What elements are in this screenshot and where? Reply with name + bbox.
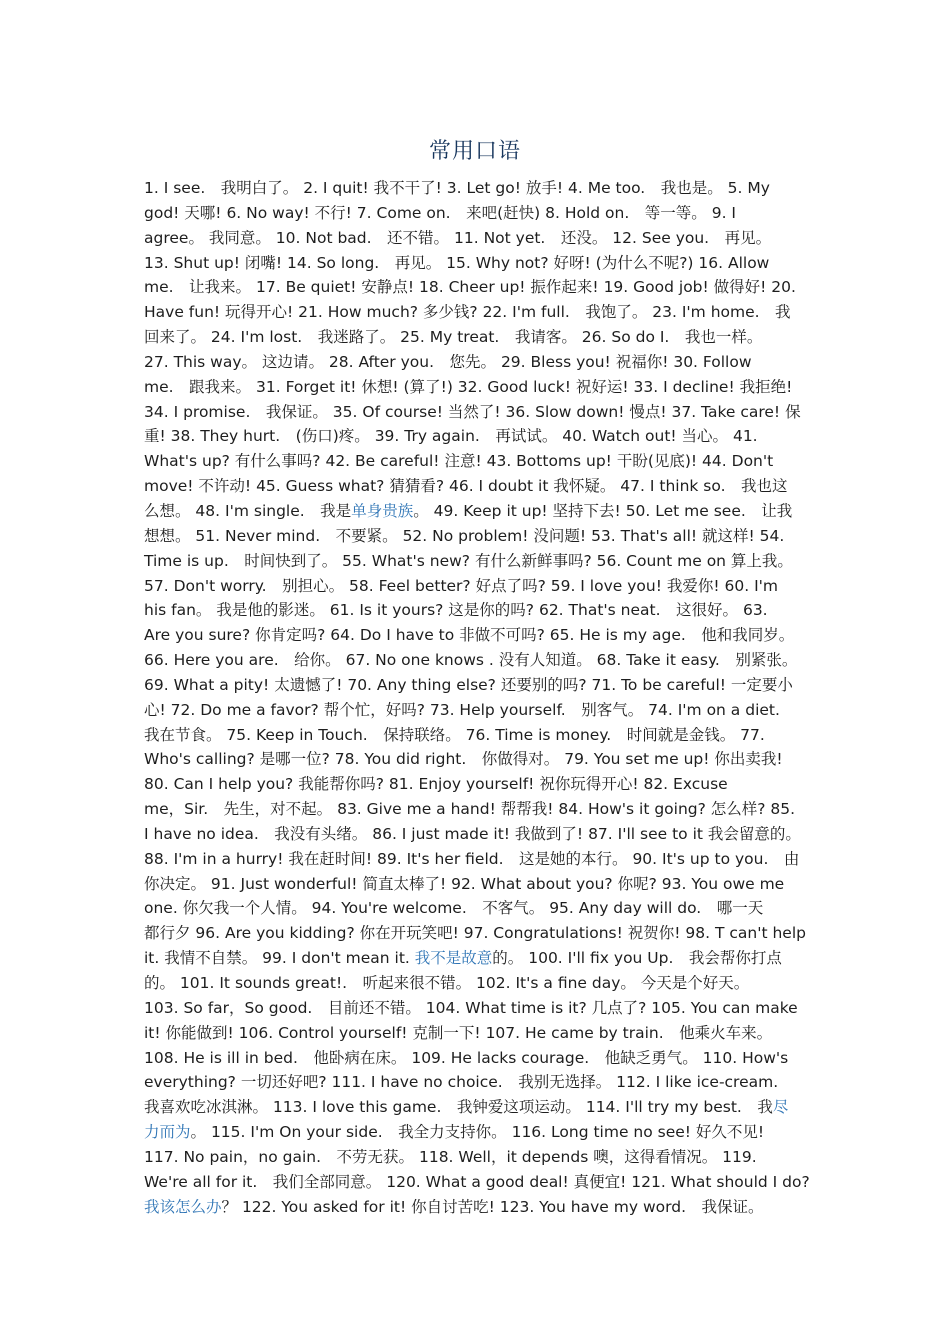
text-segment: 重! 38. They hurt. (伤口)疼。 39. Try again. 再试试。 40. Watch out! 当心。 41.	[144, 427, 758, 446]
text-line	[144, 325, 816, 350]
text-line	[144, 872, 816, 897]
text-line	[144, 275, 816, 300]
text-segment: 66. Here you are. 给你。 67. No one knows . 没有人知道。 68. Take it easy. 别紧张。	[144, 651, 798, 670]
text-segment: 回来了。 24. I'm lost. 我迷路了。 25. My treat. 我请客。 26. So do I. 我也一样。	[144, 328, 763, 347]
text-segment: move! 不许动! 45. Guess what? 猜猜看? 46. I doubt it 我怀疑。 47. I think so. 我也这	[144, 477, 788, 496]
text-line	[144, 971, 816, 996]
text-segment: 88. I'm in a hurry! 我在赶时间! 89. It's her field. 这是她的本行。 90. It's up to you. 由	[144, 849, 800, 868]
text-line	[144, 772, 816, 797]
text-line	[144, 424, 816, 449]
inline-link[interactable]: 我该怎么办	[144, 1197, 222, 1216]
text-segment: 103. So far，So good. 目前还不错。 104. What time is it? 几点了? 105. You can make	[144, 998, 798, 1017]
text-line	[144, 698, 816, 723]
text-segment: it. 我情不自禁。 99. I don't mean it.	[144, 949, 415, 968]
text-segment: one. 你欠我一个人情。 94. You're welcome. 不客气。 95. Any day will do. 哪一天	[144, 899, 764, 918]
text-segment: me. 让我来。 17. Be quiet! 安静点! 18. Cheer up! 振作起来! 19. Good job! 做得好! 20.	[144, 278, 796, 297]
inline-link[interactable]: 我不是故意	[414, 949, 493, 968]
text-line	[144, 598, 816, 623]
text-segment: god! 天哪! 6. No way! 不行! 7. Come on. 来吧(赶快) 8. Hold on. 等一等。 9. I	[144, 203, 737, 222]
text-segment: Time is up. 时间快到了。 55. What's new? 有什么新鲜事吗? 56. Count me on 算上我。	[144, 551, 793, 570]
text-segment: 我喜欢吃冰淇淋。 113. I love this game. 我钟爱这项运动。 114. I'll try my best. 我	[144, 1098, 773, 1117]
text-line	[144, 499, 816, 524]
text-line	[144, 1095, 816, 1120]
text-line	[144, 251, 816, 276]
text-line	[144, 996, 816, 1021]
text-line	[144, 1170, 816, 1195]
text-segment: 心! 72. Do me a favor? 帮个忙，好吗? 73. Help yourself. 别客气。 74. I'm on a diet.	[144, 700, 780, 719]
text-segment: Have fun! 玩得开心! 21. How much? 多少钱? 22. I'm full. 我饱了。 23. I'm home. 我	[144, 303, 791, 322]
text-segment: 。 49. Keep it up! 坚持下去! 50. Let me see. 让我	[413, 501, 793, 520]
text-line	[144, 449, 816, 474]
text-segment: 我在节食。 75. Keep in Touch. 保持联络。 76. Time is money. 时间就是金钱。 77.	[144, 725, 765, 744]
text-segment: 。 115. I'm On your side. 我全力支持你。 116. Long time no see! 好久不见!	[190, 1123, 765, 1142]
text-line	[144, 1021, 816, 1046]
text-segment: 的。 100. I'll fix you Up. 我会帮你打点	[492, 949, 782, 968]
text-segment: 117. No pain，no gain. 不劳无获。 118. Well，it depends 噢，这得看情况。 119.	[144, 1147, 757, 1166]
text-segment: agree。 我同意。 10. Not bad. 还不错。 11. Not yet. 还没。 12. See you. 再见。	[144, 228, 772, 247]
text-line	[144, 201, 816, 226]
text-line	[144, 896, 816, 921]
inline-link[interactable]: 单身贵族	[351, 501, 414, 520]
text-line	[144, 1070, 816, 1095]
text-segment: me. 跟我来。 31. Forget it! 休想! (算了!) 32. Good luck! 祝好运! 33. I decline! 我拒绝!	[144, 377, 793, 396]
text-line	[144, 549, 816, 574]
text-line	[144, 921, 816, 946]
text-segment: his fan。 我是他的影迷。 61. Is it yours? 这是你的吗? 62. That's neat. 这很好。 63.	[144, 601, 768, 620]
phrase-list	[144, 176, 816, 1219]
page-title: 常用口语	[428, 139, 521, 164]
text-line	[144, 623, 816, 648]
text-segment: 108. He is ill in bed. 他卧病在床。 109. He lacks courage. 他缺乏勇气。 110. How's	[144, 1048, 789, 1067]
text-segment: ？ 122. You asked for it! 你自讨苦吃! 123. You have my word. 我保证。	[221, 1197, 764, 1216]
text-line	[144, 847, 816, 872]
text-segment: 的。 101. It sounds great!. 听起来很不错。 102. It's a fine day。 今天是个好天。	[144, 974, 750, 992]
text-segment: 都行夕 96. Are you kidding? 你在开玩笑吧! 97. Congratulations! 祝贺你! 98. T can't help	[144, 924, 806, 943]
text-segment: 1. I see. 我明白了。 2. I quit! 我不干了! 3. Let go! 放手! 4. Me too. 我也是。 5. My	[144, 179, 770, 197]
text-segment: everything? 一切还好吧? 111. I have no choice. 我别无选择。 112. I like ice-cream.	[144, 1073, 779, 1092]
text-line	[144, 574, 816, 599]
text-segment: Are you sure? 你肯定吗? 64. Do I have to 非做不可吗? 65. He is my age. 他和我同岁。	[144, 626, 795, 645]
text-line	[144, 1195, 816, 1220]
text-segment: me，Sir. 先生，对不起。 83. Give me a hand! 帮帮我! 84. How's it going? 怎么样? 85.	[144, 800, 796, 819]
text-segment: 么想。 48. I'm single. 我是	[144, 501, 352, 520]
text-segment: 57. Don't worry. 别担心。 58. Feel better? 好点了吗? 59. I love you! 我爱你! 60. I'm	[144, 576, 779, 595]
text-line	[144, 350, 816, 375]
text-segment: it! 你能做到! 106. Control yourself! 克制一下! 107. He came by train. 他乘火车来。	[144, 1023, 773, 1042]
text-line	[144, 1145, 816, 1170]
text-line	[144, 226, 816, 251]
text-segment: 13. Shut up! 闭嘴! 14. So long. 再见。 15. Why not? 好呀! (为什么不呢?) 16. Allow	[144, 253, 770, 272]
text-line	[144, 300, 816, 325]
text-line	[144, 400, 816, 425]
inline-link[interactable]: 力而为	[144, 1123, 191, 1142]
text-segment: Who's calling? 是哪一位? 78. You did right. 你做得对。 79. You set me up! 你出卖我!	[144, 750, 783, 769]
text-line	[144, 723, 816, 748]
text-line	[144, 375, 816, 400]
text-line	[144, 673, 816, 698]
text-line	[144, 747, 816, 772]
text-line	[144, 946, 816, 971]
text-line	[144, 797, 816, 822]
text-segment: 34. I promise. 我保证。 35. Of course! 当然了! 36. Slow down! 慢点! 37. Take care! 保	[144, 402, 801, 421]
text-line	[144, 822, 816, 847]
text-line	[144, 1046, 816, 1071]
text-line	[144, 176, 816, 201]
text-segment: 69. What a pity! 太遗憾了! 70. Any thing else? 还要别的吗? 71. To be careful! 一定要小	[144, 675, 793, 694]
text-segment: What's up? 有什么事吗? 42. Be careful! 注意! 43. Bottoms up! 干盼(见底)! 44. Don't	[144, 452, 774, 471]
text-line	[144, 474, 816, 499]
text-line	[144, 1120, 816, 1145]
inline-link[interactable]: 尽	[772, 1098, 789, 1117]
text-segment: 你决定。 91. Just wonderful! 简直太棒了! 92. What about you? 你呢? 93. You owe me	[144, 874, 785, 893]
text-segment: 27. This way。 这边请。 28. After you. 您先。 29. Bless you! 祝福你! 30. Follow	[144, 352, 752, 371]
text-line	[144, 524, 816, 549]
text-segment: I have no idea. 我没有头绪。 86. I just made it! 我做到了! 87. I'll see to it 我会留意的。	[144, 824, 801, 843]
text-line	[144, 648, 816, 673]
text-segment: 80. Can I help you? 我能帮你吗? 81. Enjoy yourself! 祝你玩得开心! 82. Excuse	[144, 775, 728, 794]
text-segment: We're all for it. 我们全部同意。 120. What a good deal! 真便宜! 121. What should I do?	[144, 1172, 810, 1191]
text-segment: 想想。 51. Never mind. 不要紧。 52. No problem! 没问题! 53. That's all! 就这样! 54.	[144, 526, 785, 545]
